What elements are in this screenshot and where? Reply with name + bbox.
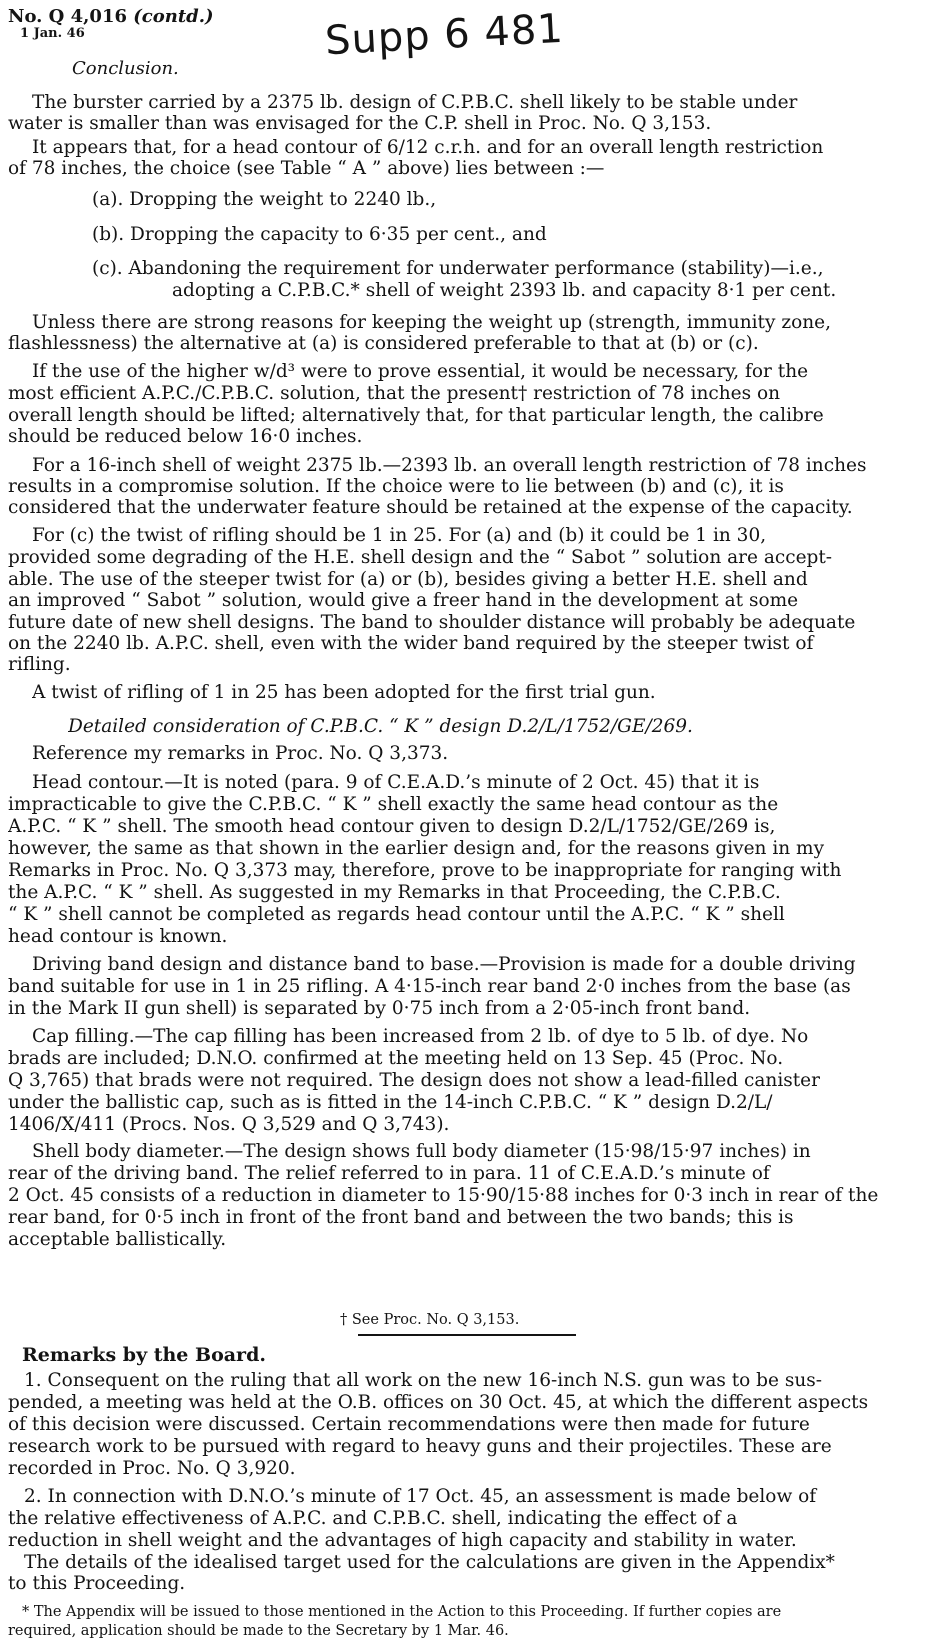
text-line: flashlessness) the alternative at (a) is considered preferable to that at (b) or (c). <box>8 333 759 354</box>
text-line: to this Proceeding. <box>8 1573 186 1594</box>
document-number <box>8 6 214 27</box>
text-line: A twist of rifling of 1 in 25 has been adopted for the first trial gun. <box>32 682 656 703</box>
section-divider <box>358 1334 576 1336</box>
text-line: the A.P.C. “ K ” shell. As suggested in my Remarks in that Proceeding, the C.P.B.C. <box>8 882 781 903</box>
text-line: acceptable ballistically. <box>8 1229 227 1250</box>
text-line: results in a compromise solution. If the choice were to lie between (b) and (c), it is <box>8 476 784 497</box>
text-line: rear of the driving band. The relief referred to in para. 11 of C.E.A.D.’s minute of <box>8 1163 770 1184</box>
footnote-dagger: † See Proc. No. Q 3,153. <box>340 1312 520 1328</box>
text-line: rear band, for 0·5 inch in front of the front band and between the two bands; this is <box>8 1207 794 1228</box>
text-line: most efficient A.P.C./C.P.B.C. solution, that the present† restriction of 78 inches on <box>8 383 781 404</box>
document-date: 1 Jan. 46 <box>20 26 85 41</box>
handwritten-note: Supp 6 481 <box>323 5 565 65</box>
text-line: under the ballistic cap, such as is fitted in the 14-inch C.P.B.C. “ K ” design D.2/L/ <box>8 1092 773 1113</box>
contd-label: (contd.) <box>133 6 214 27</box>
text-line: impracticable to give the C.P.B.C. “ K ” shell exactly the same head contour as the <box>8 794 779 815</box>
text-line: research work to be pursued with regard to heavy guns and their projectiles. These are <box>8 1436 832 1457</box>
text-line: It appears that, for a head contour of 6/12 c.r.h. and for an overall length restriction <box>32 137 824 158</box>
text-line: Cap filling.—The cap filling has been increased from 2 lb. of dye to 5 lb. of dye. No <box>32 1026 809 1047</box>
board-heading: Remarks by the Board. <box>22 1344 266 1366</box>
text-line: Shell body diameter.—The design shows full body diameter (15·98/15·97 inches) in <box>32 1141 811 1162</box>
text-line: A.P.C. “ K ” shell. The smooth head contour given to design D.2/L/1752/GE/269 is, <box>8 816 776 837</box>
list-item: (c). Abandoning the requirement for underwater performance (stability)—i.e., <box>92 258 824 279</box>
text-line: “ K ” shell cannot be completed as regards head contour until the A.P.C. “ K ” shell <box>8 904 785 925</box>
text-line: of this decision were discussed. Certain recommendations were then made for future <box>8 1414 810 1435</box>
text-line: in the Mark II gun shell) is separated by 0·75 inch from a 2·05-inch front band. <box>8 998 751 1019</box>
text-line: Driving band design and distance band to base.—Provision is made for a double driving <box>32 954 856 975</box>
text-line: water is smaller than was envisaged for the C.P. shell in Proc. No. Q 3,153. <box>8 113 712 134</box>
text-line: brads are included; D.N.O. confirmed at the meeting held on 13 Sep. 45 (Proc. No. <box>8 1048 784 1069</box>
text-line: 1406/X/411 (Procs. Nos. Q 3,529 and Q 3,743). <box>8 1114 450 1135</box>
text-line: If the use of the higher w/d³ were to prove essential, it would be necessary, for the <box>32 361 809 382</box>
text-line: considered that the underwater feature should be retained at the expense of the capacity. <box>8 497 853 518</box>
text-line: For (c) the twist of rifling should be 1 in 25. For (a) and (b) it could be 1 in 30, <box>32 525 767 546</box>
text-line: the relative effectiveness of A.P.C. and C.P.B.C. shell, indicating the effect of a <box>8 1508 738 1529</box>
text-line: pended, a meeting was held at the O.B. offices on 30 Oct. 45, at which the different aspects <box>8 1392 869 1413</box>
text-line: able. The use of the steeper twist for (a) or (b), besides giving a better H.E. shell and <box>8 569 808 590</box>
text-line: band suitable for use in 1 in 25 rifling. A 4·15-inch rear band 2·0 inches from the base (as <box>8 976 851 997</box>
appendix-footnote: * The Appendix will be issued to those mentioned in the Action to this Proceeding. If further copies are <box>22 1604 782 1620</box>
text-line: 2 Oct. 45 consists of a reduction in diameter to 15·90/15·88 inches for 0·3 inch in rear of the <box>8 1185 879 1206</box>
text-line: Head contour.—It is noted (para. 9 of C.E.A.D.’s minute of 2 Oct. 45) that it is <box>32 772 760 793</box>
text-line: recorded in Proc. No. Q 3,920. <box>8 1458 296 1479</box>
text-line: For a 16-inch shell of weight 2375 lb.—2393 lb. an overall length restriction of 78 inches <box>32 455 867 476</box>
text-line: Unless there are strong reasons for keeping the weight up (strength, immunity zone, <box>32 312 831 333</box>
text-line: 1. Consequent on the ruling that all work on the new 16-inch N.S. gun was to be sus- <box>24 1370 823 1391</box>
list-item: (a). Dropping the weight to 2240 lb., <box>92 189 437 210</box>
text-line: an improved “ Sabot ” solution, would give a freer hand in the development at some <box>8 590 799 611</box>
text-line: of 78 inches, the choice (see Table “ A ” above) lies between :— <box>8 158 605 179</box>
text-line: reduction in shell weight and the advantages of high capacity and stability in water. <box>8 1530 797 1551</box>
text-line: however, the same as that shown in the earlier design and, for the reasons given in my <box>8 838 825 859</box>
list-item-continuation: adopting a C.P.B.C.* shell of weight 2393 lb. and capacity 8·1 per cent. <box>172 280 837 301</box>
text-line: overall length should be lifted; alternatively that, for that particular length, the calibre <box>8 405 824 426</box>
text-line: provided some degrading of the H.E. shell design and the “ Sabot ” solution are accept- <box>8 547 833 568</box>
conclusion-heading: Conclusion. <box>72 58 179 79</box>
text-line: The burster carried by a 2375 lb. design of C.P.B.C. shell likely to be stable under <box>32 92 798 113</box>
text-line: Reference my remarks in Proc. No. Q 3,373. <box>32 743 449 764</box>
text-line: Remarks in Proc. No. Q 3,373 may, therefore, prove to be inappropriate for ranging with <box>8 860 842 881</box>
text-line: Q 3,765) that brads were not required. The design does not show a lead-filled canister <box>8 1070 820 1091</box>
text-line: future date of new shell designs. The band to shoulder distance will probably be adequate <box>8 612 856 633</box>
text-line: The details of the idealised target used for the calculations are given in the Appendix* <box>24 1552 835 1573</box>
text-line: should be reduced below 16·0 inches. <box>8 426 363 447</box>
proceeding-number: No. Q 4,016 <box>8 6 127 27</box>
text-line: head contour is known. <box>8 926 228 947</box>
text-line: on the 2240 lb. A.P.C. shell, even with the wider band required by the steeper twist of <box>8 633 814 654</box>
appendix-footnote: required, application should be made to the Secretary by 1 Mar. 46. <box>8 1623 509 1639</box>
list-item: (b). Dropping the capacity to 6·35 per cent., and <box>92 224 547 245</box>
text-line: 2. In connection with D.N.O.’s minute of 17 Oct. 45, an assessment is made below of <box>24 1486 817 1507</box>
detailed-heading: Detailed consideration of C.P.B.C. “ K ” design D.2/L/1752/GE/269. <box>68 716 693 737</box>
text-line: rifling. <box>8 654 71 675</box>
